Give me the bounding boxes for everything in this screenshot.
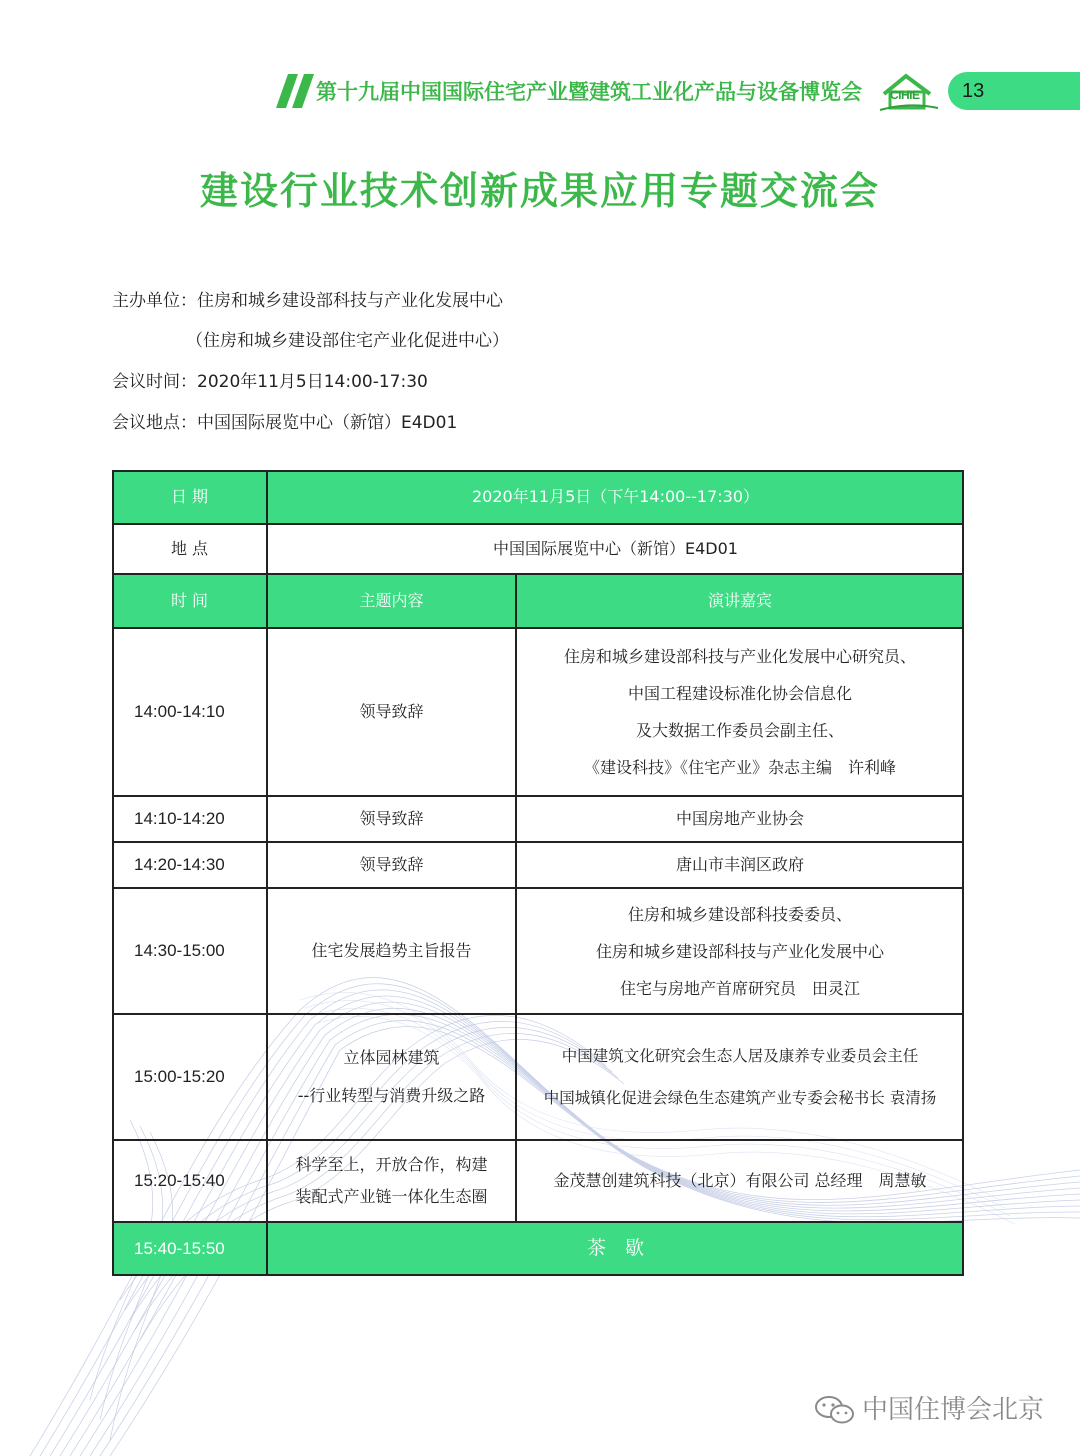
- row-topic: 科学至上，开放合作，构建: [295, 1155, 488, 1174]
- row-topic: 装配式产业链一体化生态圈: [295, 1187, 488, 1206]
- row-topic: --行业转型与消费升级之路: [297, 1086, 486, 1105]
- row-speaker-line: 住房和城乡建设部科技与产业化发展中心: [595, 941, 884, 961]
- wechat-icon: [812, 1394, 858, 1426]
- page-number: 13: [962, 80, 985, 102]
- page-title: 建设行业技术创新成果应用专题交流会: [199, 168, 880, 213]
- organizer-line: 主办单位：住房和城乡建设部科技与产业化发展中心: [112, 291, 503, 311]
- row-speaker-line: 中国房地产业协会: [675, 809, 804, 829]
- row-time: 14:20-14:30: [134, 854, 225, 874]
- row-speaker-line: 住房和城乡建设部科技与产业化发展中心研究员、: [563, 647, 916, 666]
- row-speaker-line: 金茂慧创建筑科技（北京）有限公司 总经理 周慧敏: [553, 1171, 927, 1191]
- row-speaker-line: 《建设科技》《住宅产业》杂志主编 许利峰: [583, 758, 896, 777]
- row-speaker-line: 中国工程建设标准化协会信息化: [627, 684, 852, 703]
- header-slash-mark: [276, 74, 316, 108]
- schedule-table: [112, 470, 964, 1276]
- organizer-sub: （住房和城乡建设部住宅产业化促进中心）: [186, 331, 509, 351]
- watermark-text: 中国住博会北京: [862, 1395, 1045, 1425]
- row-topic: 领导致辞: [359, 809, 424, 829]
- meeting-venue: 会议地点：中国国际展览中心（新馆）E4D01: [112, 413, 458, 433]
- row-topic: 住宅发展趋势主旨报告: [311, 941, 472, 961]
- break-time: 15:40-15:50: [134, 1238, 225, 1258]
- row-topic: 领导致辞: [359, 855, 424, 875]
- row-time: 14:00-14:10: [134, 701, 225, 721]
- meeting-time: 会议时间：2020年11月5日14:00-17:30: [112, 372, 428, 392]
- place-label: 地 点: [170, 539, 209, 559]
- row-speaker-line: 及大数据工作委员会副主任、: [635, 721, 844, 740]
- row-time: 14:30-15:00: [134, 940, 225, 960]
- column-header-speaker: 演讲嘉宾: [707, 591, 772, 611]
- column-header-topic: 主题内容: [359, 591, 424, 611]
- expo-logo-text: CIHIE: [890, 88, 920, 102]
- row-time: 15:20-15:40: [134, 1170, 225, 1190]
- row-speaker-line: 住宅与房地产首席研究员 田灵江: [619, 978, 860, 998]
- date-value: 2020年11月5日（下午14:00--17:30）: [471, 487, 760, 507]
- row-topic: 领导致辞: [359, 702, 424, 722]
- row-time: 14:10-14:20: [134, 808, 225, 828]
- row-time: 15:00-15:20: [134, 1066, 225, 1086]
- row-speaker-line: 中国城镇化促进会绿色生态建筑产业专委会秘书长 袁清扬: [543, 1089, 937, 1107]
- row-topic: 立体园林建筑: [343, 1048, 440, 1067]
- expo-title: 第十九届中国国际住宅产业暨建筑工业化产品与设备博览会: [316, 79, 862, 104]
- row-speaker-line: 中国建筑文化研究会生态人居及康养专业委员会主任: [561, 1047, 919, 1065]
- place-value: 中国国际展览中心（新馆）E4D01: [493, 539, 738, 559]
- break-label: 茶 歇: [586, 1237, 644, 1260]
- date-label: 日 期: [170, 487, 209, 507]
- row-speaker-line: 住房和城乡建设部科技委委员、: [627, 904, 852, 924]
- column-header-time: 时 间: [170, 591, 209, 611]
- row-speaker-line: 唐山市丰润区政府: [675, 855, 804, 875]
